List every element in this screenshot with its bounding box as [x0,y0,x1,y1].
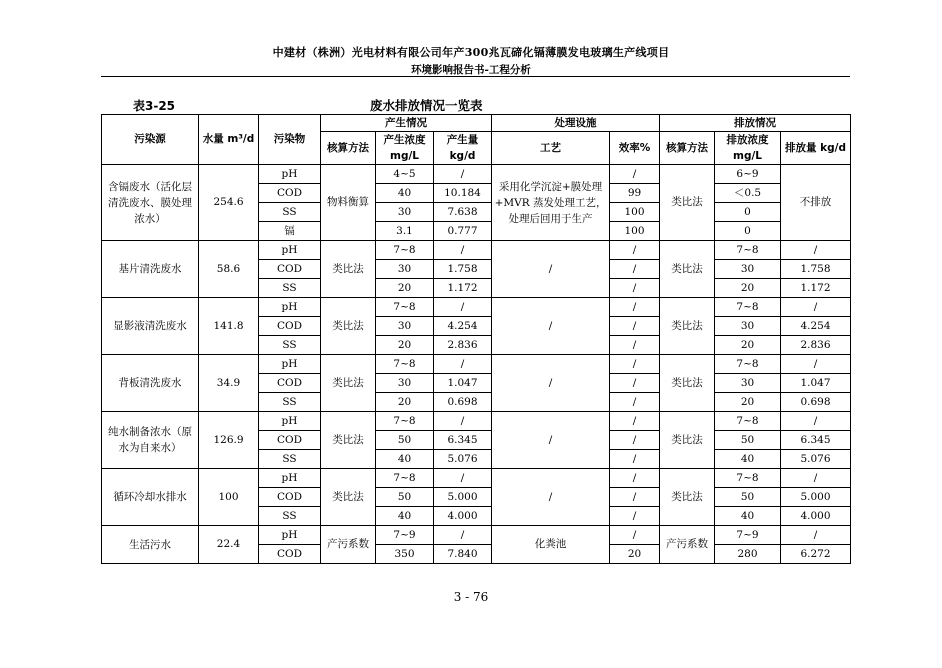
dis-conc-cell: 20 [715,393,781,412]
process-cell: 采用化学沉淀+膜处理+MVR 蒸发处理工艺，处理后回用于生产 [492,165,610,241]
prod-conc-cell: 7~8 [376,355,434,374]
pollutant-cell: pH [259,298,321,317]
source-cell: 基片清洗废水 [102,241,199,298]
dis-conc-cell: 30 [715,317,781,336]
pollutant-cell: SS [259,507,321,526]
method2-cell: 类比法 [660,355,715,412]
prod-conc-cell: 40 [376,507,434,526]
pollutant-cell: SS [259,279,321,298]
col-pollutant: 污染物 [259,115,321,165]
dis-amount-cell: 4.000 [781,507,851,526]
dis-conc-cell: 7~8 [715,355,781,374]
prod-amount-cell: / [434,526,492,545]
col-calc-method-2: 核算方法 [660,132,715,165]
prod-conc-cell: 350 [376,545,434,564]
prod-conc-cell: 7~8 [376,241,434,260]
method-cell: 产污系数 [321,526,376,564]
pollutant-cell: COD [259,184,321,203]
source-cell: 生活污水 [102,526,199,564]
method-cell: 类比法 [321,412,376,469]
dis-amount-cell: 1.172 [781,279,851,298]
dis-conc-cell: 7~9 [715,526,781,545]
method-cell: 类比法 [321,469,376,526]
pollutant-cell: COD [259,374,321,393]
eff-cell: 99 [610,184,660,203]
dis-conc-cell: 20 [715,279,781,298]
document-header-subtitle: 环境影响报告书-工程分析 [411,64,531,76]
dis-amount-cell: 1.758 [781,260,851,279]
eff-cell: 100 [610,222,660,241]
source-cell: 背板清洗废水 [102,355,199,412]
prod-conc-cell: 7~8 [376,412,434,431]
wastewater-discharge-table [101,114,851,564]
dis-amount-cell: 5.076 [781,450,851,469]
col-dis-conc: 排放浓度 mg/L [715,132,781,165]
process-cell: / [492,412,610,469]
dis-amount-cell: 5.000 [781,488,851,507]
prod-amount-cell: / [434,241,492,260]
pollutant-cell: COD [259,488,321,507]
water-cell: 22.4 [199,526,259,564]
prod-amount-cell: / [434,469,492,488]
prod-conc-cell: 30 [376,203,434,222]
eff-cell: / [610,279,660,298]
col-group-production: 产生情况 [321,115,492,132]
water-cell: 58.6 [199,241,259,298]
prod-amount-cell: 6.345 [434,431,492,450]
col-water: 水量 m³/d [199,115,259,165]
pollutant-cell: COD [259,317,321,336]
prod-amount-cell: 7.638 [434,203,492,222]
eff-cell: / [610,317,660,336]
dis-conc-cell: 0 [715,222,781,241]
source-cell: 纯水制备浓水（原水为自来水） [102,412,199,469]
pollutant-cell: COD [259,431,321,450]
dis-amount-cell: 1.047 [781,374,851,393]
table-row [102,355,851,374]
eff-cell: 100 [610,203,660,222]
water-cell: 100 [199,469,259,526]
source-cell: 循环冷却水排水 [102,469,199,526]
method2-cell: 产污系数 [660,526,715,564]
dis-amount-cell: 不排放 [781,165,851,241]
process-cell: / [492,298,610,355]
dis-amount-cell: / [781,412,851,431]
table-row [102,298,851,317]
pollutant-cell: pH [259,165,321,184]
col-prod-amount: 产生量 kg/d [434,132,492,165]
dis-conc-cell: 7~8 [715,412,781,431]
pollutant-cell: SS [259,336,321,355]
process-cell: 化粪池 [492,526,610,564]
method-cell: 类比法 [321,355,376,412]
prod-amount-cell: 7.840 [434,545,492,564]
prod-conc-cell: 7~8 [376,298,434,317]
dis-amount-cell: / [781,526,851,545]
dis-amount-cell: / [781,469,851,488]
col-source: 污染源 [102,115,199,165]
col-group-discharge: 排放情况 [660,115,851,132]
pollutant-cell: 镉 [259,222,321,241]
dis-conc-cell: 6~9 [715,165,781,184]
dis-conc-cell: 0 [715,203,781,222]
prod-amount-cell: 4.000 [434,507,492,526]
dis-conc-cell: 40 [715,450,781,469]
document-header-title: 中建材（株洲）光电材料有限公司年产300兆瓦碲化镉薄膜发电玻璃生产线项目 [272,46,670,59]
pollutant-cell: COD [259,545,321,564]
eff-cell: / [610,526,660,545]
pollutant-cell: SS [259,203,321,222]
dis-conc-cell: 7~8 [715,469,781,488]
prod-conc-cell: 7~8 [376,469,434,488]
prod-conc-cell: 30 [376,260,434,279]
eff-cell: 20 [610,545,660,564]
eff-cell: / [610,241,660,260]
prod-amount-cell: 4.254 [434,317,492,336]
prod-amount-cell: 1.172 [434,279,492,298]
dis-amount-cell: 6.272 [781,545,851,564]
method2-cell: 类比法 [660,241,715,298]
table-row [102,412,851,431]
eff-cell: / [610,298,660,317]
table-row [102,241,851,260]
pollutant-cell: pH [259,241,321,260]
eff-cell: / [610,260,660,279]
dis-amount-cell: 2.836 [781,336,851,355]
eff-cell: / [610,412,660,431]
pollutant-cell: pH [259,412,321,431]
source-cell: 含镉废水（活化层清洗废水、膜处理浓水） [102,165,199,241]
col-efficiency: 效率% [610,132,660,165]
prod-amount-cell: 1.758 [434,260,492,279]
water-cell: 34.9 [199,355,259,412]
header-divider [101,76,850,77]
method-cell: 类比法 [321,298,376,355]
prod-conc-cell: 3.1 [376,222,434,241]
prod-amount-cell: 0.777 [434,222,492,241]
eff-cell: / [610,165,660,184]
eff-cell: / [610,431,660,450]
col-dis-amount: 排放量 kg/d [781,132,851,165]
col-process: 工艺 [492,132,610,165]
water-cell: 141.8 [199,298,259,355]
prod-conc-cell: 30 [376,317,434,336]
method2-cell: 类比法 [660,165,715,241]
eff-cell: / [610,488,660,507]
dis-conc-cell: ＜0.5 [715,184,781,203]
water-cell: 126.9 [199,412,259,469]
process-cell: / [492,241,610,298]
method-cell: 类比法 [321,241,376,298]
dis-amount-cell: / [781,298,851,317]
pollutant-cell: pH [259,355,321,374]
page-number: 3 - 76 [453,590,489,604]
dis-conc-cell: 50 [715,488,781,507]
col-calc-method: 核算方法 [321,132,376,165]
eff-cell: / [610,469,660,488]
process-cell: / [492,355,610,412]
prod-conc-cell: 40 [376,450,434,469]
dis-amount-cell: / [781,355,851,374]
table-row [102,165,851,184]
prod-amount-cell: 0.698 [434,393,492,412]
method2-cell: 类比法 [660,298,715,355]
prod-amount-cell: / [434,355,492,374]
eff-cell: / [610,374,660,393]
table-row [102,469,851,488]
dis-conc-cell: 20 [715,336,781,355]
eff-cell: / [610,507,660,526]
pollutant-cell: pH [259,469,321,488]
dis-amount-cell: 4.254 [781,317,851,336]
dis-amount-cell: / [781,241,851,260]
pollutant-cell: SS [259,450,321,469]
eff-cell: / [610,393,660,412]
prod-conc-cell: 30 [376,374,434,393]
prod-amount-cell: 1.047 [434,374,492,393]
table-number: 表3-25 [133,99,176,113]
method2-cell: 类比法 [660,469,715,526]
prod-conc-cell: 40 [376,184,434,203]
dis-conc-cell: 40 [715,507,781,526]
col-group-treatment: 处理设施 [492,115,660,132]
pollutant-cell: COD [259,260,321,279]
dis-conc-cell: 280 [715,545,781,564]
dis-conc-cell: 50 [715,431,781,450]
dis-conc-cell: 30 [715,260,781,279]
prod-amount-cell: 5.076 [434,450,492,469]
eff-cell: / [610,450,660,469]
prod-conc-cell: 20 [376,279,434,298]
source-cell: 显影液清洗废水 [102,298,199,355]
dis-conc-cell: 7~8 [715,298,781,317]
eff-cell: / [610,355,660,374]
prod-amount-cell: 2.836 [434,336,492,355]
col-prod-conc: 产生浓度 mg/L [376,132,434,165]
pollutant-cell: SS [259,393,321,412]
table-title: 废水排放情况一览表 [370,98,483,113]
prod-conc-cell: 50 [376,488,434,507]
process-cell: / [492,469,610,526]
prod-conc-cell: 4~5 [376,165,434,184]
method2-cell: 类比法 [660,412,715,469]
prod-conc-cell: 20 [376,393,434,412]
prod-amount-cell: 10.184 [434,184,492,203]
prod-amount-cell: / [434,298,492,317]
dis-amount-cell: 0.698 [781,393,851,412]
table-row [102,526,851,545]
prod-amount-cell: / [434,165,492,184]
water-cell: 254.6 [199,165,259,241]
prod-conc-cell: 50 [376,431,434,450]
method-cell: 物料衡算 [321,165,376,241]
dis-conc-cell: 30 [715,374,781,393]
eff-cell: / [610,336,660,355]
pollutant-cell: pH [259,526,321,545]
prod-conc-cell: 7~9 [376,526,434,545]
prod-amount-cell: / [434,412,492,431]
dis-amount-cell: 6.345 [781,431,851,450]
prod-amount-cell: 5.000 [434,488,492,507]
prod-conc-cell: 20 [376,336,434,355]
dis-conc-cell: 7~8 [715,241,781,260]
